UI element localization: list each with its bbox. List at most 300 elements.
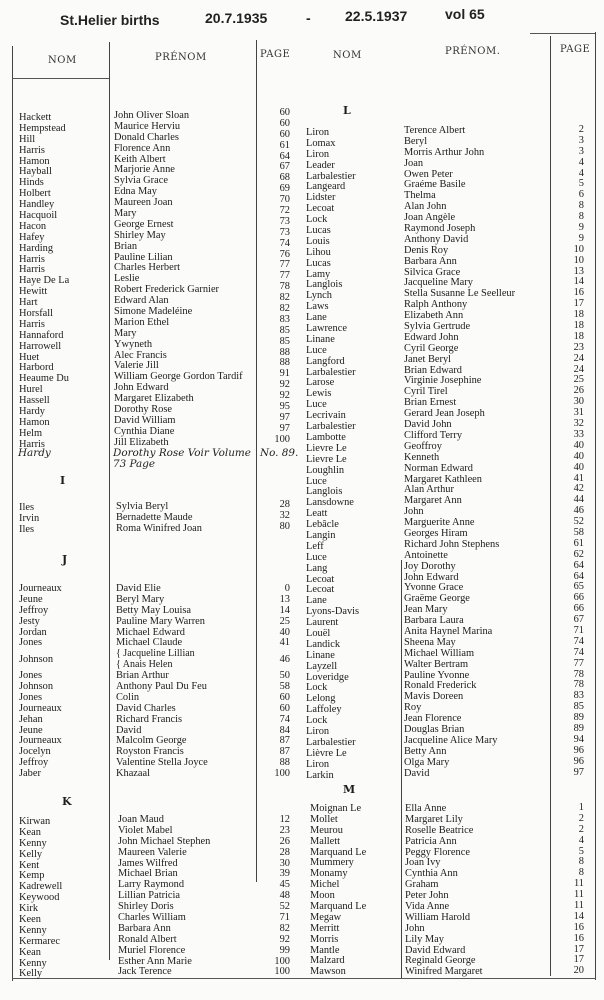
entry-given-names: Shirley May: [114, 229, 166, 241]
entry-surname: Kirk: [19, 903, 39, 915]
entry-surname: Laurent: [306, 617, 339, 629]
entry-page: 10: [573, 254, 584, 266]
entry-given-names: Charles Herbert: [114, 262, 181, 274]
entry-page: 3: [578, 145, 584, 157]
right-page-header: PAGE: [560, 44, 591, 55]
entry-surname: Lihou: [306, 246, 331, 258]
entry-surname: Kean: [19, 826, 41, 838]
entry-surname: Hurel: [19, 384, 43, 396]
entry-surname: Langlois: [306, 486, 343, 498]
date-to: 22.5.1937: [345, 8, 408, 24]
entry-surname: Kadrewell: [19, 881, 63, 893]
entry-given-names: Keith Albert: [114, 153, 166, 165]
entry-given-names: Edward Alan: [114, 295, 169, 307]
entry-surname: Johnson: [19, 654, 54, 666]
entry-given-names: Graham: [405, 879, 439, 891]
entry-page: 100: [274, 433, 290, 445]
entry-surname: Luce: [306, 551, 327, 563]
entry-surname: Huet: [19, 351, 40, 363]
entry-page: 94: [573, 733, 584, 745]
entry-page: 24: [573, 363, 584, 375]
left-page-column-h: [256, 108, 290, 446]
entry-page: 20: [573, 965, 584, 977]
entry-surname: Lecoat: [306, 584, 335, 596]
left-prenom-column-j: [116, 584, 254, 780]
entry-page: 85: [279, 324, 290, 336]
entry-page: 100: [274, 966, 290, 978]
entry-page: 82: [279, 292, 290, 304]
entry-page: 4: [578, 167, 584, 179]
entry-given-names: Raymond Joseph: [404, 223, 476, 235]
entry-given-names: Larry Raymond: [118, 879, 185, 891]
entry-given-names: Jacqueline Mary: [404, 277, 473, 289]
entry-given-names: Michael Brian: [118, 868, 178, 880]
entry-page: 61: [279, 139, 290, 151]
entry-surname: Linane: [306, 333, 335, 345]
entry-surname: Moignan Le: [310, 803, 362, 814]
right-prenom-column-l: [404, 126, 548, 779]
entry-given-names: Donald Charles: [114, 131, 179, 143]
entry-surname: Jeune: [19, 724, 43, 736]
entry-surname: Liron: [306, 148, 330, 160]
entry-given-names: Kenneth: [404, 451, 440, 463]
entry-surname: Lewis: [306, 388, 332, 400]
entry-page: 92: [279, 933, 290, 945]
entry-page: 28: [279, 499, 290, 510]
entry-given-names: Owen Peter: [404, 168, 453, 180]
entry-surname: Harris: [19, 144, 45, 156]
entry-given-names: Cyril George: [404, 342, 459, 354]
entry-given-name-twin-1: { Jacqueline Lillian: [116, 648, 195, 660]
entry-given-names: David: [116, 724, 142, 736]
entry-surname: Helm: [19, 427, 43, 439]
entry-page: 41: [573, 472, 584, 484]
left-nom-header: NOM: [48, 55, 77, 66]
entry-surname: Mallett: [310, 835, 341, 847]
entry-surname: Moon: [310, 890, 335, 902]
entry-page: 97: [573, 766, 584, 778]
entry-surname: Lidster: [306, 192, 336, 204]
right-nom-column-m: [310, 804, 399, 978]
entry-given-names: Pauline Mary Warren: [116, 615, 205, 627]
entry-surname: Louis: [306, 235, 330, 247]
entry-page: 64: [573, 559, 584, 571]
left-page-column-j: [256, 584, 290, 780]
entry-given-names: Betty May Louisa: [116, 604, 192, 616]
entry-page: 82: [279, 922, 290, 934]
entry-given-names: Maurice Herviu: [114, 120, 181, 132]
entry-page: 66: [573, 592, 584, 604]
volume-label: vol 65: [445, 6, 485, 22]
entry-surname: Journeaux: [19, 583, 62, 594]
entry-page: 1: [578, 802, 584, 813]
right-prenom-header: PRÉNOM.: [445, 46, 501, 57]
entry-given-names: Elizabeth Ann: [404, 310, 464, 322]
rule-left-header-bottom: [12, 78, 109, 79]
entry-given-names: Alec Francis: [114, 349, 167, 361]
entry-page: 68: [279, 172, 290, 184]
entry-surname: Lucas: [306, 257, 331, 269]
entry-given-names: Joy Dorothy: [404, 560, 456, 572]
entry-surname: Lynch: [306, 290, 332, 302]
entry-surname: Keywood: [19, 892, 60, 904]
entry-page: 88: [279, 346, 290, 358]
entry-page: 4: [578, 834, 584, 846]
entry-given-names: Olga Mary: [404, 756, 450, 768]
entry-page: 96: [573, 744, 584, 756]
entry-surname: Horsfall: [19, 308, 54, 320]
entry-given-names: Yvonne Grace: [404, 582, 464, 594]
entry-surname: Handley: [19, 199, 55, 211]
date-from: 20.7.1935: [205, 10, 268, 26]
handwritten-note: Dorothy Rose Voir Volume 73 Page: [113, 447, 251, 470]
entry-page: 3: [578, 134, 584, 146]
left-nom-column-j: [19, 584, 107, 780]
entry-page: 42: [573, 483, 584, 495]
entry-page: 30: [573, 396, 584, 408]
entry-surname: Monamy: [310, 868, 348, 880]
entry-page: 18: [573, 330, 584, 342]
entry-page: 84: [279, 724, 290, 736]
entry-surname: Hewitt: [19, 286, 48, 298]
entry-surname: Lock: [306, 715, 328, 727]
entry-surname: Mantle: [310, 944, 340, 956]
section-letter-l: L: [343, 104, 351, 117]
entry-page: 11: [573, 889, 584, 901]
entry-given-names: Brian: [114, 240, 138, 252]
entry-given-names: Clifford Terry: [404, 429, 463, 441]
entry-page: 40: [573, 450, 584, 462]
entry-given-names: Thelma: [404, 190, 436, 202]
entry-surname: Harris: [19, 253, 45, 265]
entry-given-names: Roma Winifred Joan: [116, 522, 202, 534]
entry-given-names: Terence Albert: [404, 125, 466, 136]
entry-given-names: David Edward: [405, 944, 466, 956]
entry-surname: Mollet: [310, 813, 338, 825]
entry-page: 87: [279, 735, 290, 747]
entry-surname: Hafey: [19, 231, 45, 243]
entry-page: 100: [274, 768, 290, 780]
entry-surname: Lelong: [306, 693, 336, 705]
entry-page: 99: [279, 944, 290, 956]
entry-surname: Harding: [19, 242, 54, 254]
entry-page: 92: [279, 390, 290, 402]
entry-given-names: Brian Edward: [404, 364, 462, 376]
entry-surname: Liron: [306, 758, 330, 770]
entry-surname: Jesty: [19, 615, 40, 627]
entry-page: 14: [573, 910, 584, 922]
entry-given-names: David Elie: [116, 583, 161, 594]
entry-surname: Haye De La: [19, 275, 70, 287]
entry-surname: Jordan: [19, 626, 47, 638]
entry-given-names: Walter Bertram: [404, 658, 469, 670]
entry-page: 72: [279, 205, 290, 217]
entry-given-names: David John: [404, 419, 452, 431]
entry-surname: Hempstead: [19, 122, 66, 134]
entry-surname: Laws: [306, 301, 329, 313]
left-nom-column-i: [19, 503, 107, 536]
entry-given-names: Khazaal: [116, 768, 151, 780]
left-page-header: PAGE: [260, 49, 291, 60]
entry-given-names: Pauline Yvonne: [404, 669, 470, 681]
entry-given-names: Virginie Josephine: [404, 375, 482, 387]
entry-given-names: Margaret Lily: [405, 813, 463, 825]
entry-given-names: Florence Ann: [114, 142, 171, 154]
entry-page: 64: [279, 150, 290, 162]
entry-surname: Leff: [306, 540, 324, 552]
entry-surname: Johnson: [19, 681, 54, 693]
entry-given-names: Marjorie Anne: [114, 164, 175, 176]
entry-page: 14: [573, 276, 584, 288]
entry-given-names: Barbara Ann: [118, 922, 171, 934]
entry-page: 2: [578, 812, 584, 824]
left-nom-column-h: [19, 113, 107, 451]
section-letter-k: K: [62, 795, 72, 808]
entry-surname: Journeaux: [19, 735, 62, 747]
entry-given-names: Edna May: [114, 186, 157, 198]
entry-surname: Loughlin: [306, 464, 345, 476]
entry-surname: Kenny: [19, 837, 47, 849]
entry-given-names: Morris Arthur John: [404, 146, 485, 158]
entry-surname: Lecoat: [306, 203, 335, 215]
entry-given-names: Brian Ernest: [404, 397, 457, 409]
entry-surname: Langford: [306, 355, 345, 367]
entry-given-names: John: [404, 506, 424, 518]
entry-given-names: Joan: [404, 157, 424, 169]
entry-surname: Hannaford: [19, 329, 64, 341]
entry-page: 88: [279, 757, 290, 769]
entry-given-names: Ronald Albert: [118, 933, 177, 945]
left-prenom-column-k: [118, 815, 254, 978]
entry-page: 65: [573, 581, 584, 593]
entry-page: 13: [279, 593, 290, 605]
entry-page: 41: [279, 637, 290, 649]
entry-page: 16: [573, 932, 584, 944]
entry-given-names: Mary: [114, 327, 137, 339]
entry-surname: Jeffroy: [19, 757, 49, 769]
entry-page: 74: [573, 646, 584, 658]
entry-given-names: Beryl: [404, 135, 428, 147]
entry-given-names: Ralph Anthony: [404, 299, 468, 311]
entry-surname: Hamon: [19, 416, 50, 428]
entry-page: 9: [578, 222, 584, 234]
entry-given-names: Shirley Doris: [118, 901, 174, 913]
entry-page: 18: [573, 320, 584, 332]
entry-given-names: William Harold: [405, 911, 471, 923]
entry-given-names: Roselle Beatrice: [405, 824, 474, 836]
entry-page: 76: [279, 248, 290, 260]
entry-page: 74: [573, 635, 584, 647]
right-nom-column-l: [306, 128, 399, 781]
entry-given-names: Maureen Joan: [114, 197, 173, 209]
entry-page: 9: [578, 232, 584, 244]
entry-surname: Kelly: [19, 968, 43, 980]
entry-surname: Marquand Le: [310, 846, 367, 858]
entry-given-names: Colin: [116, 691, 140, 703]
entry-given-names: Charles William: [118, 912, 186, 924]
entry-given-names: Cynthia Ann: [405, 868, 458, 880]
entry-surname: Luce: [306, 344, 327, 356]
entry-page: 8: [578, 867, 584, 879]
entry-surname: Lomax: [306, 137, 336, 149]
entry-page: 62: [573, 548, 584, 560]
entry-surname: Lane: [306, 312, 327, 324]
entry-page: 39: [279, 868, 290, 880]
entry-surname: Malzard: [310, 955, 345, 967]
entry-given-names: Jean Florence: [404, 713, 462, 725]
entry-given-names: Douglas Brian: [404, 723, 465, 735]
section-letter-m: M: [343, 783, 356, 796]
entry-given-names: Richard Francis: [116, 713, 183, 725]
entry-surname: Luce: [306, 399, 327, 411]
entry-surname: Kelly: [19, 848, 43, 860]
entry-given-names: Antoinette: [404, 549, 448, 561]
entry-page: 83: [573, 690, 584, 702]
entry-given-names: Brian Arthur: [116, 670, 169, 682]
entry-surname: Jehan: [19, 713, 43, 725]
entry-given-names: Barbara Laura: [404, 615, 464, 627]
entry-surname: Jones: [19, 637, 43, 649]
entry-surname: Kean: [19, 946, 41, 958]
entry-surname: Harris: [19, 264, 45, 276]
entry-surname: Lievre Le: [306, 453, 347, 465]
entry-page: 5: [578, 845, 584, 857]
entry-given-names: Barbara Ann: [404, 255, 457, 267]
entry-page: 89: [573, 722, 584, 734]
entry-given-names: James Wilfred: [118, 857, 178, 869]
entry-surname: Leader: [306, 159, 335, 171]
entry-given-names: Muriel Florence: [118, 944, 186, 956]
entry-given-names: Betty Ann: [404, 745, 447, 757]
entry-given-names: Marguerite Anne: [404, 517, 475, 529]
entry-page: 60: [279, 702, 290, 714]
entry-given-names: David: [404, 767, 430, 779]
entry-given-names: John Oliver Sloan: [114, 110, 190, 121]
rule-right-nom-prenom: [401, 560, 402, 978]
entry-surname: Lane: [306, 595, 327, 607]
entry-page: 78: [573, 679, 584, 691]
entry-page: 24: [573, 352, 584, 364]
entry-surname: Holbert: [19, 188, 51, 200]
entry-given-names: Cynthia Diane: [114, 425, 175, 437]
entry-surname: Lecrivain: [306, 410, 346, 422]
entry-surname: Kenny: [19, 957, 47, 969]
entry-surname: Kermarec: [19, 935, 60, 947]
entry-given-names: John Edward: [404, 571, 459, 583]
entry-surname: Larbalestier: [306, 170, 356, 182]
entry-given-names: Norman Edward: [404, 462, 473, 474]
entry-surname: Meurou: [310, 824, 343, 836]
entry-page: 25: [573, 374, 584, 386]
entry-given-names: Bernadette Maude: [116, 511, 193, 523]
entry-surname: Lawrence: [306, 323, 347, 335]
entry-given-names: Vida Anne: [405, 901, 450, 913]
entry-page: 31: [573, 407, 584, 419]
entry-surname: Larbalestier: [306, 736, 356, 748]
handwritten-surname: Hardy: [18, 447, 51, 459]
entry-page: 8: [578, 856, 584, 868]
entry-page: 16: [573, 287, 584, 299]
entry-page: 85: [573, 701, 584, 713]
entry-given-names: Royston Francis: [116, 746, 184, 758]
entry-page: 77: [279, 270, 290, 282]
rule-left-border: [12, 46, 13, 981]
entry-page: 48: [279, 890, 290, 902]
left-page-column-k: [256, 815, 290, 978]
entry-page: 60: [279, 107, 290, 118]
entry-page: 30: [279, 857, 290, 869]
entry-given-names: William George Gordon Tardif: [114, 371, 243, 383]
entry-page: 60: [279, 117, 290, 129]
entry-page: 23: [573, 341, 584, 353]
entry-surname: Mawson: [310, 966, 346, 978]
left-prenom-column-h: [114, 111, 254, 449]
entry-given-names: Georges Hiram: [404, 527, 468, 539]
entry-given-names: Richard John Stephens: [404, 538, 500, 550]
entry-surname: Langlois: [306, 279, 343, 291]
entry-given-names: Cyril Tirel: [404, 386, 448, 398]
section-letter-j: J: [62, 553, 68, 566]
entry-page: 97: [279, 411, 290, 423]
entry-page: 69: [279, 183, 290, 195]
entry-page: 26: [279, 835, 290, 847]
entry-given-names: Anita Haynel Marina: [404, 625, 493, 637]
entry-page: 87: [279, 746, 290, 758]
entry-given-names: Margaret Elizabeth: [114, 393, 194, 405]
entry-page: 5: [578, 178, 584, 190]
entry-page: 73: [279, 226, 290, 238]
entry-given-names: David William: [114, 414, 176, 426]
entry-given-names: Jacqueline Alice Mary: [404, 734, 498, 746]
entry-surname: Lucas: [306, 225, 331, 237]
entry-surname: Iles: [19, 502, 35, 513]
entry-page: 17: [573, 943, 584, 955]
entry-given-names: Ronald Frederick: [404, 680, 477, 692]
entry-page: 32: [279, 509, 290, 521]
entry-given-names: Peggy Florence: [405, 846, 470, 858]
entry-surname: Jones: [19, 691, 43, 703]
entry-page: 8: [578, 211, 584, 223]
right-page-column-l: [550, 125, 584, 778]
entry-surname: Jeffroy: [19, 604, 49, 616]
entry-given-names: Margaret Ann: [404, 495, 462, 507]
entry-surname: Irvin: [19, 512, 40, 524]
entry-surname: Keen: [19, 914, 41, 926]
entry-surname: Langeard: [306, 181, 346, 193]
entry-page: 45: [279, 879, 290, 891]
entry-given-names: Dorothy Rose: [114, 404, 173, 416]
rule-left-nom-prenom: [109, 42, 110, 960]
entry-given-names: Ywyneth: [114, 338, 153, 350]
date-separator: -: [306, 10, 311, 26]
entry-given-names: Gerard Jean Joseph: [404, 408, 485, 420]
entry-surname: Harris: [19, 438, 45, 450]
entry-page: 92: [279, 379, 290, 391]
entry-surname: Hinds: [19, 177, 44, 189]
right-prenom-column-m: [405, 804, 549, 978]
entry-page: 13: [573, 265, 584, 277]
entry-given-names: Joan Maud: [118, 814, 164, 825]
entry-given-names: Anthony David: [404, 233, 469, 245]
entry-surname: Kemp: [19, 870, 45, 882]
entry-given-names: Peter John: [405, 890, 449, 902]
entry-page: 10: [573, 243, 584, 255]
entry-surname: Morris: [310, 933, 339, 945]
entry-surname: Linane: [306, 649, 335, 661]
entry-given-names: Malcolm George: [116, 735, 187, 747]
handwritten-page-ref: No. 89.: [260, 447, 299, 459]
entry-page: 58: [573, 526, 584, 538]
